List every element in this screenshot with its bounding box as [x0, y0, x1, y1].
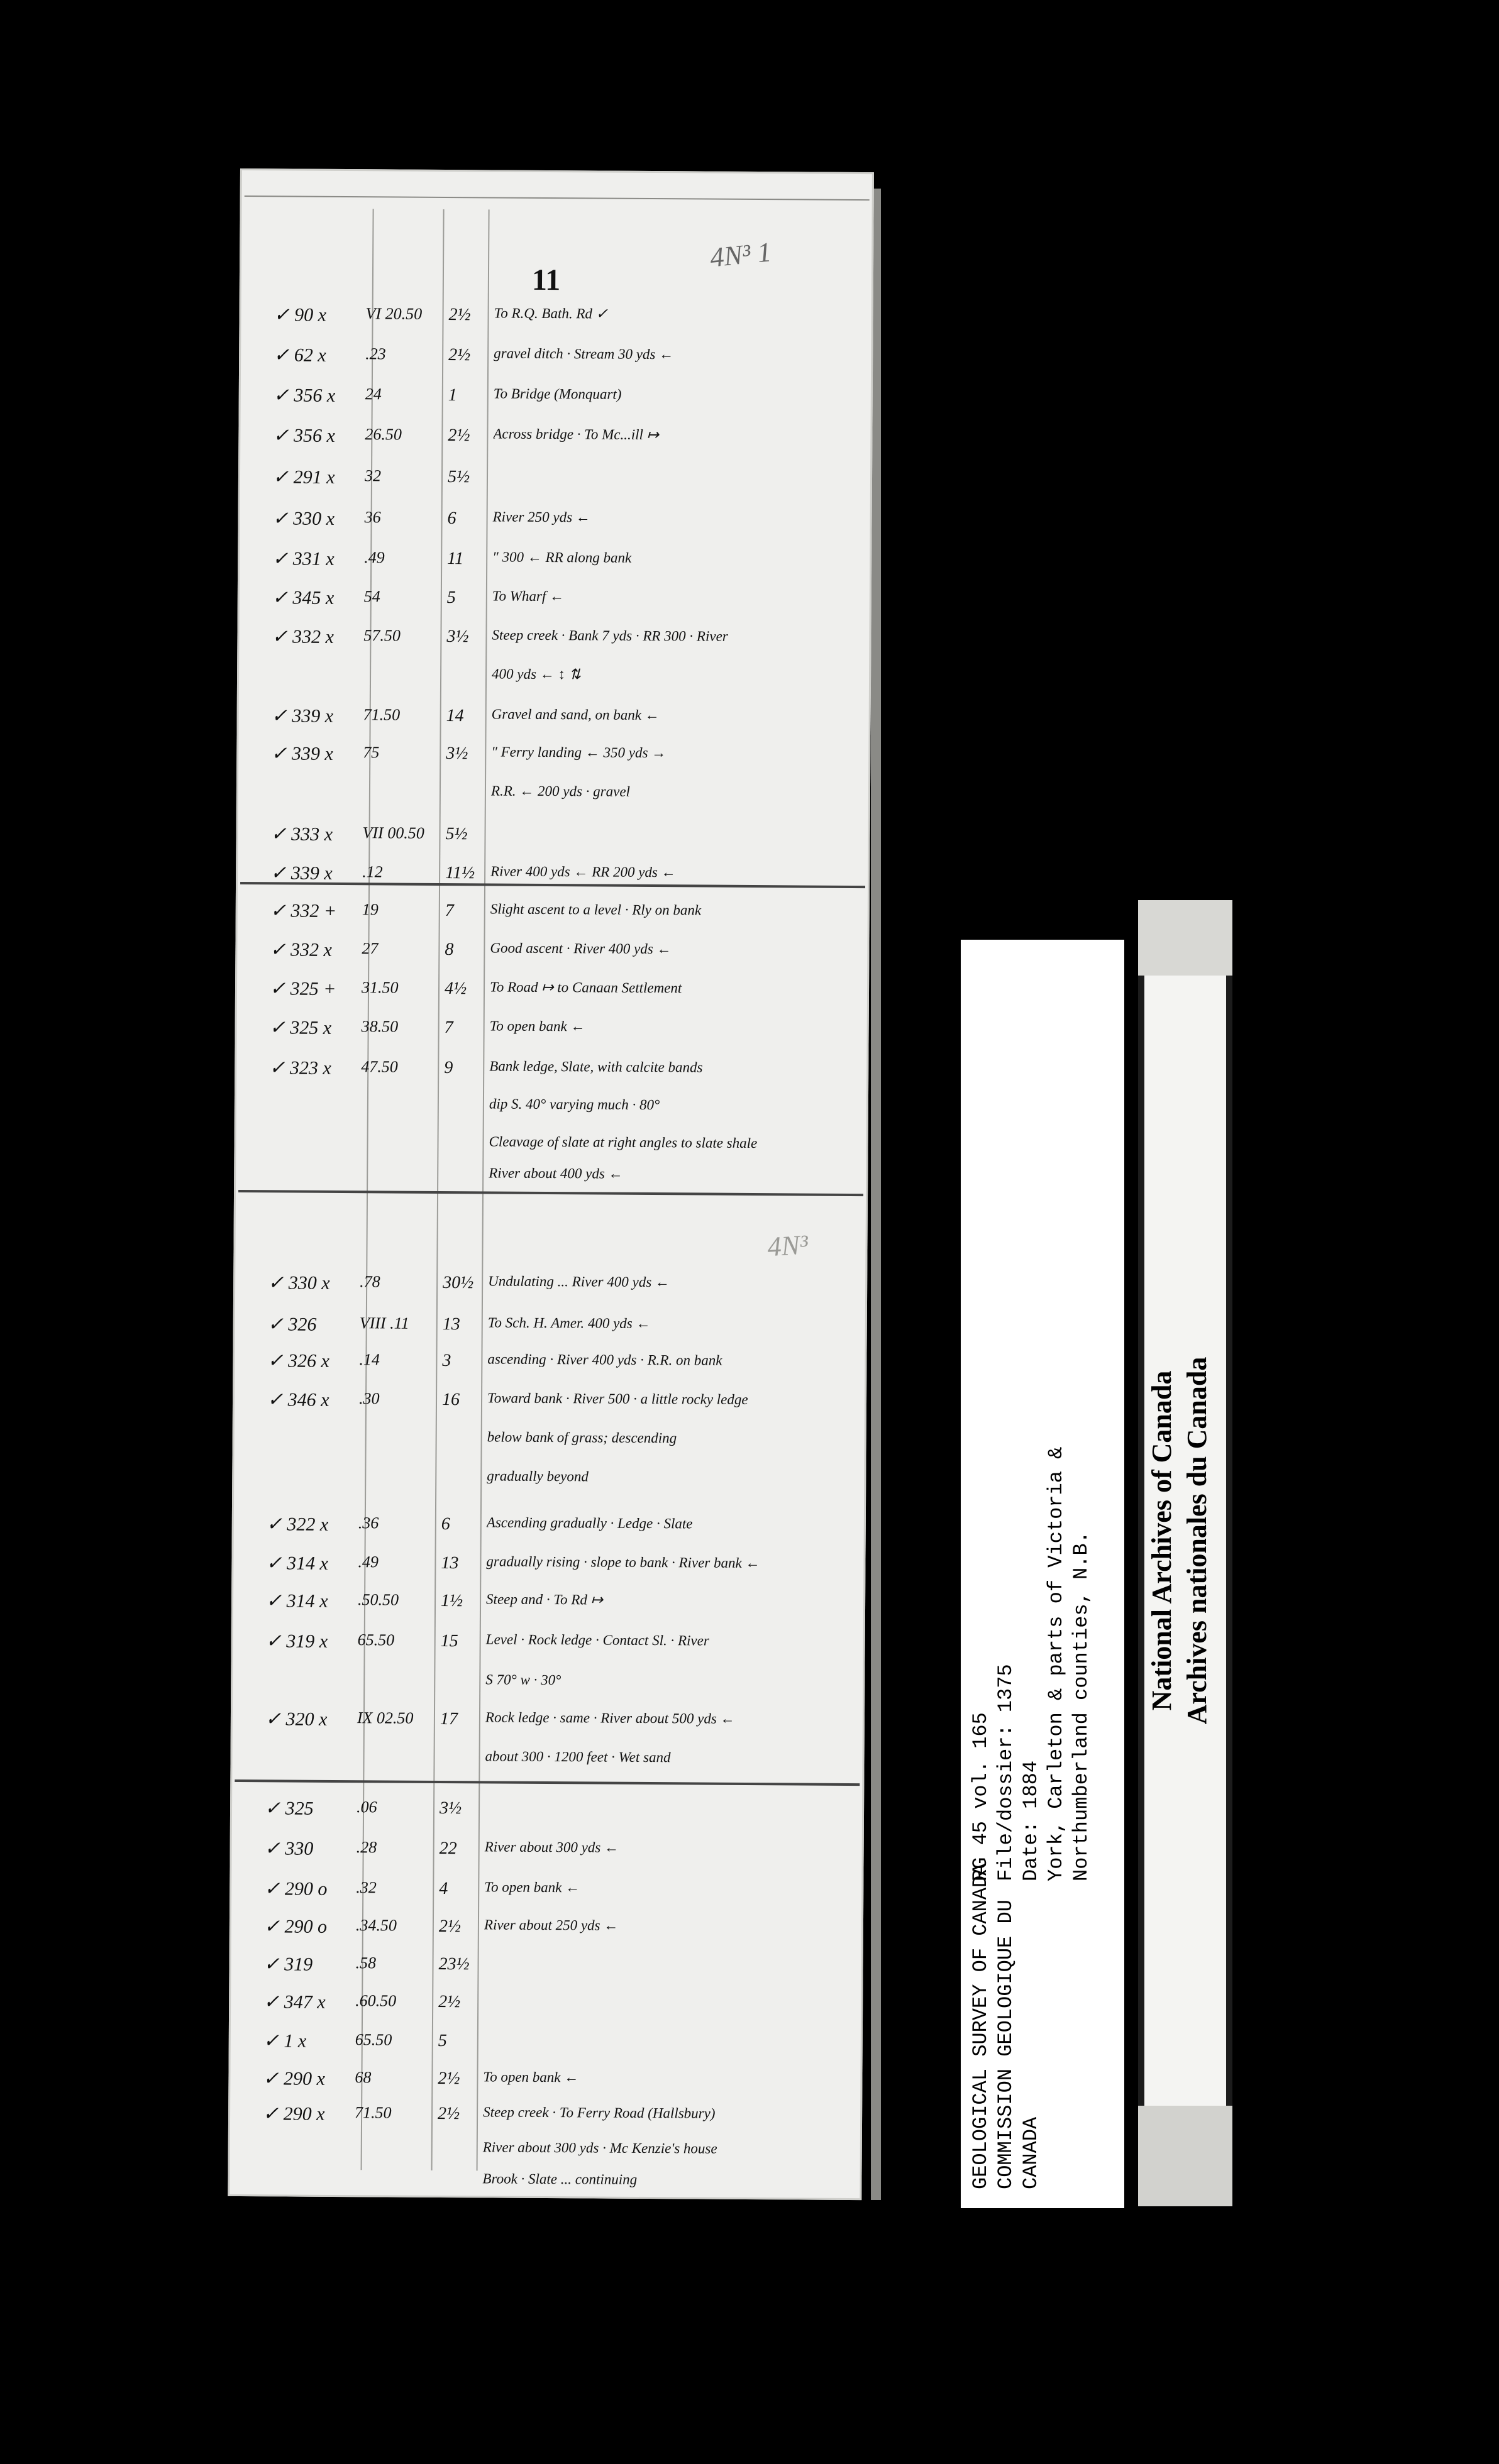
- survey-row: [238, 823, 868, 864]
- bearing-cell: ✓ 319 x: [265, 1631, 328, 1652]
- bearing-cell: [268, 1163, 375, 1164]
- note-cell: To Sch. H. Amer. 400 yds ←: [487, 1314, 651, 1332]
- time-cell: 2½: [448, 305, 471, 325]
- note-cell: River about 300 yds ←: [484, 1839, 619, 1856]
- note-cell: River about 300 yds · Mc Kenzie's house: [482, 2139, 717, 2157]
- note-cell: Good ascent · River 400 yds ←: [490, 940, 672, 957]
- bearing-cell: ✓ 330 x: [268, 1272, 330, 1294]
- tag-card: [1144, 976, 1226, 2106]
- survey-row: [238, 781, 868, 823]
- time-cell: 5: [446, 588, 456, 608]
- survey-row: [235, 1389, 865, 1430]
- label-line: COMMISSION GEOLOGIQUE DU: [994, 1900, 1017, 2189]
- label-line: Date: 1884: [1019, 1760, 1043, 1881]
- note-cell: Steep creek · To Ferry Road (Hallsbury): [483, 2104, 716, 2121]
- note-cell: below bank of grass; descending: [487, 1429, 677, 1446]
- bearing-cell: ✓ 62 x: [274, 344, 326, 366]
- survey-row: [231, 1991, 861, 2032]
- note-cell: Brook · Slate ... continuing: [482, 2170, 638, 2187]
- time-cell: 15: [440, 1631, 458, 1651]
- survey-rows: [230, 170, 872, 2198]
- bearing-cell: ✓ 346 x: [267, 1389, 329, 1411]
- bearing-cell: ✓ 333 x: [270, 823, 333, 845]
- bearing-cell: ✓ 314 x: [266, 1553, 328, 1574]
- survey-row: [234, 1513, 864, 1554]
- distance-cell: 65.50: [355, 2030, 392, 2049]
- distance-cell: 31.50: [361, 978, 399, 997]
- bearing-cell: [267, 1427, 374, 1428]
- time-cell: 3: [442, 1350, 451, 1371]
- distance-cell: 38.50: [361, 1017, 399, 1036]
- distance-cell: VII 00.50: [362, 823, 424, 842]
- note-cell: Gravel and sand, on bank ←: [491, 706, 660, 723]
- survey-row: [239, 625, 869, 667]
- time-cell: 7: [445, 901, 454, 921]
- distance-cell: 27: [362, 939, 379, 958]
- survey-row: [238, 742, 868, 784]
- survey-row: [238, 862, 868, 903]
- distance-cell: 65.50: [357, 1631, 395, 1649]
- note-cell: To Road ↦ to Canaan Settlement: [489, 979, 682, 996]
- survey-row: [237, 977, 867, 1019]
- distance-cell: 19: [362, 900, 379, 919]
- survey-row: [236, 1163, 866, 1205]
- note-cell: [493, 467, 851, 469]
- distance-cell: 71.50: [355, 2103, 392, 2122]
- bearing-cell: [271, 781, 378, 782]
- archive-label: [961, 940, 1124, 2208]
- distance-cell: .50.50: [358, 1590, 399, 1609]
- distance-cell: 57.50: [363, 626, 401, 645]
- bearing-cell: [267, 1466, 373, 1467]
- bearing-cell: ✓ 290 o: [264, 1878, 328, 1900]
- bearing-cell: ✓ 332 x: [272, 626, 335, 647]
- bearing-cell: ✓ 332 x: [270, 939, 332, 960]
- survey-row: [239, 664, 869, 706]
- survey-row: [241, 344, 871, 385]
- survey-row: [240, 507, 870, 549]
- survey-row: [235, 1272, 865, 1313]
- survey-row: [233, 1708, 863, 1749]
- bearing-cell: ✓ 290 x: [262, 2103, 325, 2125]
- bearing-cell: ✓ 322 x: [266, 1514, 329, 1535]
- time-cell: 2½: [438, 1916, 462, 1937]
- distance-cell: .36: [358, 1514, 379, 1532]
- survey-row: [241, 384, 871, 426]
- note-cell: about 300 · 1200 feet · Wet sand: [485, 1748, 671, 1766]
- distance-cell: .12: [362, 862, 383, 881]
- survey-row: [231, 1837, 861, 1879]
- time-cell: 3½: [446, 744, 468, 764]
- note-cell: To Wharf ←: [492, 588, 565, 605]
- time-cell: 30½: [443, 1273, 474, 1293]
- survey-row: [240, 424, 870, 466]
- note-cell: River 250 yds ←: [492, 509, 590, 525]
- time-cell: 4: [439, 1878, 448, 1899]
- survey-row: [233, 1630, 863, 1671]
- bearing-cell: ✓ 330: [264, 1838, 314, 1859]
- label-reference: [968, 1447, 1094, 1881]
- notebook-page: [228, 168, 874, 2200]
- archive-label-text: [961, 940, 1124, 2208]
- survey-row: [235, 1313, 865, 1355]
- label-line: GEOLOGICAL SURVEY OF CANADA: [969, 1863, 992, 2189]
- note-cell: ″ Ferry landing ← 350 yds →: [491, 744, 667, 761]
- bearing-cell: ✓ 291 x: [272, 466, 335, 488]
- note-cell: To Bridge (Monquart): [493, 385, 622, 402]
- time-cell: 7: [444, 1018, 453, 1038]
- note-cell: Ascending gradually · Ledge · Slate: [486, 1514, 693, 1532]
- time-cell: 13: [442, 1314, 460, 1334]
- archive-tag: [1138, 900, 1232, 2206]
- distance-cell: VI 20.50: [365, 304, 423, 323]
- bearing-cell: ✓ 332 +: [270, 900, 337, 921]
- note-cell: dip S. 40° varying much · 80°: [489, 1096, 660, 1113]
- note-cell: Steep creek · Bank 7 yds · RR 300 · River: [492, 627, 728, 644]
- distance-cell: .60.50: [355, 1991, 397, 2010]
- note-cell: gradually beyond: [487, 1468, 589, 1485]
- time-cell: 23½: [438, 1954, 470, 1974]
- time-cell: 2½: [438, 2068, 460, 2089]
- bearing-cell: [269, 1132, 376, 1133]
- bearing-cell: ✓ 90 x: [274, 304, 327, 326]
- note-cell: Level · Rock ledge · Contact Sl. · River: [485, 1631, 709, 1649]
- note-cell: To open bank ←: [489, 1018, 585, 1035]
- time-cell: 6: [447, 509, 456, 529]
- distance-cell: .23: [365, 344, 386, 363]
- distance-cell: 68: [355, 2068, 372, 2087]
- distance-cell: 47.50: [361, 1057, 398, 1076]
- survey-row: [240, 547, 870, 589]
- distance-cell: VIII .11: [359, 1314, 409, 1333]
- survey-row: [231, 1953, 861, 1994]
- time-cell: 3½: [446, 627, 469, 647]
- distance-cell: 71.50: [363, 705, 401, 724]
- note-cell: Cleavage of slate at right angles to slate shale: [489, 1133, 758, 1152]
- time-cell: 22: [439, 1838, 457, 1859]
- time-cell: 5: [438, 2030, 447, 2051]
- note-cell: ″ 300 ← RR along bank: [492, 549, 632, 566]
- time-cell: 16: [441, 1389, 460, 1410]
- distance-cell: [359, 1428, 434, 1429]
- bearing-cell: ✓ 339 x: [271, 705, 334, 727]
- bearing-cell: ✓ 325: [264, 1798, 314, 1819]
- note-cell: River about 400 yds ←: [489, 1165, 623, 1182]
- distance-cell: .06: [356, 1798, 377, 1817]
- note-cell: To R.Q. Bath. Rd ✓: [494, 305, 609, 322]
- survey-row: [232, 1797, 862, 1839]
- label-line: RG 45 vol. 165: [969, 1712, 992, 1881]
- time-cell: 14: [446, 706, 464, 726]
- note-cell: River about 250 yds ←: [484, 1917, 619, 1933]
- survey-row: [237, 938, 867, 980]
- tag-line-english: National Archives of Canada: [1146, 1370, 1177, 1711]
- bearing-cell: [272, 664, 379, 665]
- distance-cell: .14: [359, 1350, 380, 1369]
- bearing-cell: ✓ 356 x: [273, 425, 335, 446]
- note-cell: Rock ledge · same · River about 500 yds ←: [485, 1709, 735, 1727]
- distance-cell: .49: [364, 548, 385, 567]
- time-cell: 2½: [448, 345, 471, 365]
- time-cell: 6: [441, 1514, 450, 1534]
- tag-line-french: Archives nationales du Canada: [1181, 1356, 1212, 1725]
- survey-row: [231, 1915, 861, 1957]
- label-line: Northumberland counties, N.B.: [1070, 1531, 1093, 1881]
- distance-cell: .30: [358, 1389, 380, 1408]
- note-cell: [491, 824, 849, 826]
- survey-row: [235, 1350, 865, 1391]
- note-cell: Slight ascent to a level · Rly on bank: [490, 901, 702, 918]
- distance-cell: [357, 1747, 433, 1748]
- survey-row: [234, 1427, 864, 1469]
- note-cell: Toward bank · River 500 · a little rocky ledge: [487, 1390, 748, 1407]
- note-cell: ascending · River 400 yds · R.R. on bank: [487, 1351, 722, 1368]
- bearing-cell: ✓ 325 +: [269, 978, 336, 999]
- sheet-reference: 4N³: [766, 1229, 809, 1263]
- time-cell: 5½: [447, 467, 470, 487]
- survey-row: [238, 705, 868, 746]
- bearing-cell: ✓ 331 x: [272, 548, 335, 569]
- note-cell: To open bank ←: [484, 1879, 580, 1896]
- time-cell: 17: [440, 1708, 458, 1729]
- distance-cell: .58: [355, 1954, 377, 1972]
- time-cell: 2½: [448, 426, 470, 446]
- bearing-cell: ✓ 320 x: [265, 1708, 328, 1730]
- bearing-cell: ✓ 326 x: [267, 1350, 329, 1372]
- survey-row: [236, 1094, 866, 1136]
- sheet-reference: 4N³ 1: [709, 236, 773, 273]
- bearing-cell: [263, 2169, 370, 2170]
- distance-cell: IX 02.50: [357, 1708, 414, 1727]
- bearing-cell: ✓ 330 x: [272, 508, 335, 529]
- bearing-cell: ✓ 339 x: [270, 862, 333, 884]
- distance-cell: [358, 1467, 434, 1468]
- tag-stripe: [1138, 900, 1232, 976]
- survey-row: [231, 2030, 861, 2071]
- bearing-cell: ✓ 319: [263, 1954, 313, 1975]
- distance-cell: [363, 665, 439, 666]
- distance-cell: 26.50: [365, 425, 402, 444]
- distance-cell: .49: [358, 1553, 379, 1571]
- time-cell: 1½: [440, 1590, 463, 1611]
- distance-cell: .78: [360, 1272, 380, 1291]
- bearing-cell: ✓ 323 x: [269, 1057, 331, 1079]
- label-line: York, Carleton & parts of Victoria &: [1044, 1446, 1068, 1881]
- label-line: File/dossier: 1375: [994, 1664, 1017, 1881]
- page-number: 11: [531, 263, 561, 297]
- note-cell: S 70° w · 30°: [485, 1671, 561, 1688]
- survey-row: [233, 1670, 863, 1712]
- bearing-cell: ✓ 345 x: [272, 587, 335, 608]
- bearing-cell: [265, 1670, 372, 1671]
- page-edge: [871, 189, 881, 2200]
- time-cell: 11½: [445, 863, 475, 883]
- distance-cell: [360, 1164, 436, 1165]
- distance-cell: 36: [364, 508, 381, 527]
- label-line: CANADA: [1019, 2116, 1043, 2189]
- survey-row: [238, 899, 868, 941]
- time-cell: 1: [448, 385, 457, 405]
- distance-cell: 54: [363, 587, 380, 606]
- bearing-cell: ✓ 339 x: [271, 743, 333, 764]
- note-cell: To open bank ←: [483, 2069, 579, 2086]
- note-cell: Across bridge · To Mc...ill ↦: [493, 426, 660, 443]
- distance-cell: [363, 782, 438, 783]
- time-cell: 8: [445, 940, 454, 960]
- survey-row: [233, 1590, 863, 1631]
- note-cell: Bank ledge, Slate, with calcite bands: [489, 1058, 703, 1075]
- survey-row: [230, 2169, 860, 2211]
- tag-text: [1144, 976, 1226, 2106]
- time-cell: 5½: [445, 824, 468, 844]
- bearing-cell: ✓ 347 x: [263, 1991, 326, 2013]
- time-cell: 2½: [438, 1991, 461, 2012]
- distance-cell: [355, 2138, 430, 2139]
- time-cell: 13: [441, 1553, 459, 1573]
- note-cell: gradually rising · slope to bank · River bank ←: [486, 1553, 760, 1571]
- label-agency: [968, 1864, 1044, 2189]
- note-cell: 400 yds ← ↕ ⇅: [492, 666, 582, 683]
- distance-cell: 24: [365, 385, 382, 404]
- bearing-cell: ✓ 356 x: [273, 385, 336, 406]
- distance-cell: 32: [364, 466, 382, 485]
- survey-row: [240, 466, 870, 507]
- time-cell: 3½: [439, 1798, 462, 1818]
- bearing-cell: ✓ 325 x: [269, 1017, 332, 1038]
- time-cell: 9: [444, 1058, 453, 1078]
- time-cell: 2½: [438, 2103, 460, 2124]
- bearing-cell: ✓ 290 x: [263, 2068, 325, 2089]
- bearing-cell: ✓ 1 x: [263, 2030, 307, 2052]
- survey-row: [232, 1747, 862, 1788]
- note-cell: Steep and · To Rd ↦: [486, 1591, 603, 1608]
- survey-row: [236, 1016, 866, 1058]
- time-cell: 11: [447, 549, 464, 569]
- time-cell: 4½: [444, 979, 467, 999]
- survey-row: [234, 1466, 864, 1508]
- note-cell: gravel ditch · Stream 30 yds ←: [494, 345, 674, 363]
- tag-stripe: [1138, 2106, 1232, 2206]
- survey-row: [231, 1878, 861, 1919]
- distance-cell: 75: [363, 743, 380, 762]
- survey-row: [241, 304, 871, 345]
- note-cell: R.R. ← 200 yds · gravel: [490, 783, 631, 800]
- distance-cell: .34.50: [355, 1916, 397, 1935]
- bearing-cell: ✓ 290 o: [263, 1916, 328, 1937]
- bearing-cell: [269, 1094, 376, 1095]
- note-cell: River 400 yds ← RR 200 yds ←: [490, 863, 676, 881]
- survey-row: [233, 1552, 863, 1593]
- bearing-cell: ✓ 314 x: [265, 1590, 328, 1612]
- survey-row: [240, 586, 870, 628]
- note-cell: [485, 1798, 843, 1800]
- bearing-cell: ✓ 326: [267, 1314, 317, 1335]
- note-cell: Undulating ... River 400 yds ←: [488, 1273, 670, 1290]
- distance-cell: .28: [356, 1838, 377, 1857]
- survey-row: [236, 1057, 866, 1098]
- distance-cell: .32: [356, 1878, 377, 1897]
- distance-cell: [361, 1095, 436, 1096]
